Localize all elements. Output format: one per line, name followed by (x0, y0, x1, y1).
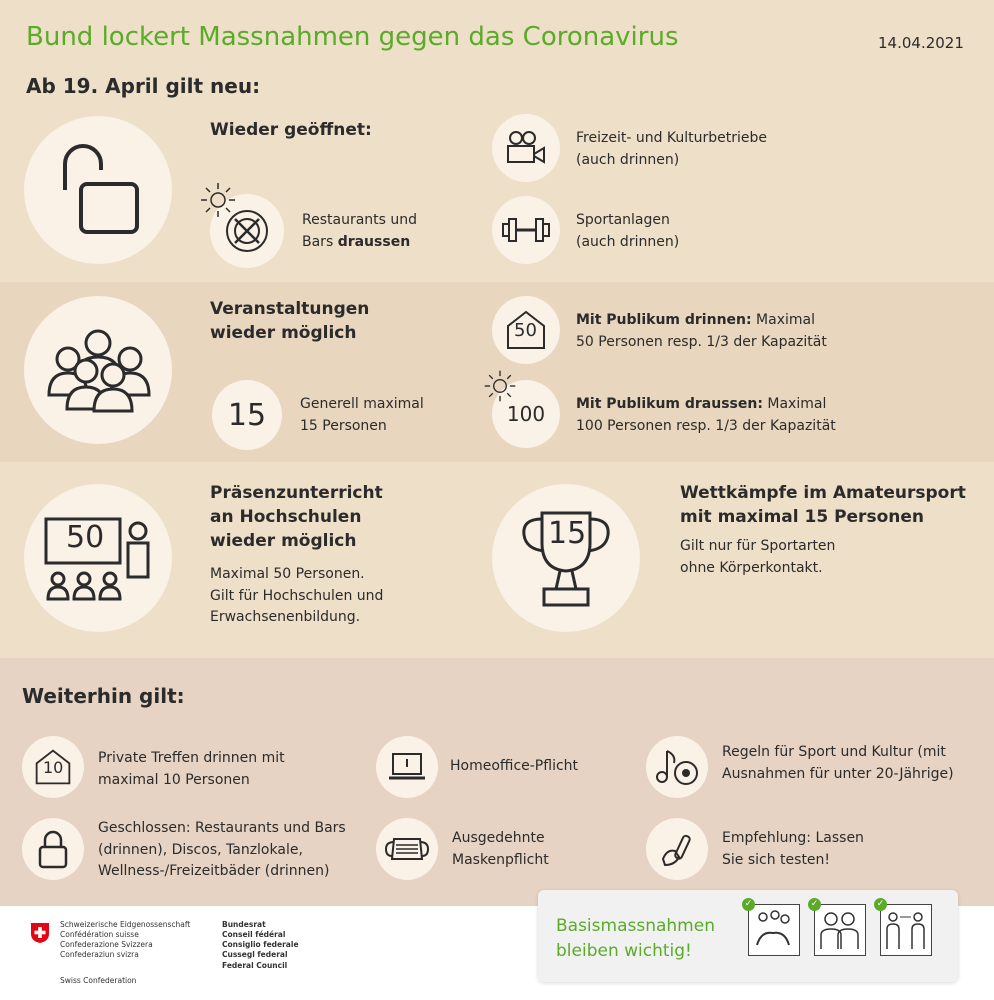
distancing-icon (881, 905, 930, 954)
crowd-icon (43, 325, 153, 415)
video-camera-icon (504, 130, 548, 166)
subtitle: Ab 19. April gilt neu: (26, 74, 261, 98)
private-number: 10 (43, 758, 64, 777)
indoor-number: 50 (514, 320, 537, 341)
check-icon: ✓ (808, 898, 821, 911)
trophy-circle (492, 484, 640, 632)
culture-sport-rules-text: Regeln für Sport und Kultur (mit Ausnahmen für unter 20-Jährige) (722, 744, 954, 782)
closed-venues-text: Geschlossen: Restaurants und Bars (drinnen), Discos, Tanzlokale, Wellness-/Freizeitbäder (drinnen) (98, 820, 346, 880)
swiss-confederation-names: Schweizerische Eidgenossenschaft Confédération suisse Confederazione Svizzera Confederaziun svizra (60, 920, 191, 960)
mask-requirement-text: Ausgedehnte Maskenpflicht (452, 830, 549, 868)
university-heading: Präsenzunterricht an Hochschulen wieder möglich (210, 483, 383, 551)
test-swab-icon (657, 829, 697, 869)
general-limit-text: Generell maximal 15 Personen (300, 396, 424, 434)
university-text: Maximal 50 Personen. Gilt für Hochschulen und Erwachsenenbildung. (210, 566, 384, 626)
masked-people-icon (815, 905, 864, 954)
still-valid-heading: Weiterhin gilt: (22, 684, 185, 708)
culture-circle (492, 114, 560, 182)
federal-council-names: Bundesrat Conseil fédéral Consiglio federale Cussegl federal Federal Council (222, 920, 299, 970)
private-meetings-text: Private Treffen drinnen mit maximal 10 Personen (98, 750, 285, 788)
trophy-number: 15 (548, 516, 587, 551)
swiss-confederation-en: Swiss Confederation (60, 976, 137, 985)
restaurants-text: Restaurants und Bars draussen (302, 212, 418, 250)
homeoffice-circle (376, 736, 438, 798)
open-padlock-icon (53, 140, 143, 240)
amateur-sport-text: Gilt nur für Sportarten ohne Körperkontakt. (680, 538, 836, 576)
culture-sport-circle (646, 736, 708, 798)
swiss-shield-icon (30, 922, 50, 944)
homeoffice-text: Homeoffice-Pflicht (450, 758, 579, 774)
reopened-heading: Wieder geöffnet: (210, 120, 372, 140)
handwash-icon (749, 905, 798, 954)
sport-facility-text: Sportanlagen (auch drinnen) (576, 212, 680, 250)
basic-measures-text: Basismassnahmen bleiben wichtig! (556, 916, 715, 961)
indoor-circle (492, 296, 560, 364)
test-recommendation-text: Empfehlung: Lassen Sie sich testen! (722, 830, 864, 868)
music-ball-icon (654, 747, 700, 787)
dumbbell-icon (501, 216, 551, 244)
test-circle (646, 818, 708, 880)
indoor-audience-text: Mit Publikum drinnen: Maximal 50 Personen resp. 1/3 der Kapazität (576, 312, 827, 350)
sport-facility-circle (492, 196, 560, 264)
check-icon: ✓ (874, 898, 887, 911)
culture-text: Freizeit- und Kulturbetriebe (auch drinnen) (576, 130, 768, 168)
face-mask-icon (384, 834, 430, 864)
padlock-icon (36, 829, 70, 869)
classroom-circle (24, 484, 172, 632)
check-icon: ✓ (742, 898, 755, 911)
laptop-icon (387, 750, 427, 784)
page-title: Bund lockert Massnahmen gegen das Coronavirus (26, 22, 679, 52)
mask-circle (376, 818, 438, 880)
classroom-number: 50 (66, 520, 105, 555)
distance-card (880, 904, 932, 956)
crowd-circle (24, 296, 172, 444)
outdoor-number: 100 (506, 402, 546, 426)
amateur-sport-heading: Wettkämpfe im Amateursport mit maximal 15 Personen (680, 483, 966, 527)
handwashing-card (748, 904, 800, 956)
masks-card (814, 904, 866, 956)
outdoor-audience-text: Mit Publikum draussen: Maximal 100 Personen resp. 1/3 der Kapazität (576, 396, 836, 434)
closed-circle (22, 818, 84, 880)
sun-icon (482, 368, 518, 404)
max15-number: 15 (227, 397, 267, 433)
events-heading: Veranstaltungen wieder möglich (210, 299, 370, 343)
max15-circle (212, 380, 282, 450)
private-circle (22, 736, 84, 798)
unlock-circle (24, 116, 172, 264)
sun-icon (198, 180, 238, 220)
date-label: 14.04.2021 (878, 34, 964, 52)
